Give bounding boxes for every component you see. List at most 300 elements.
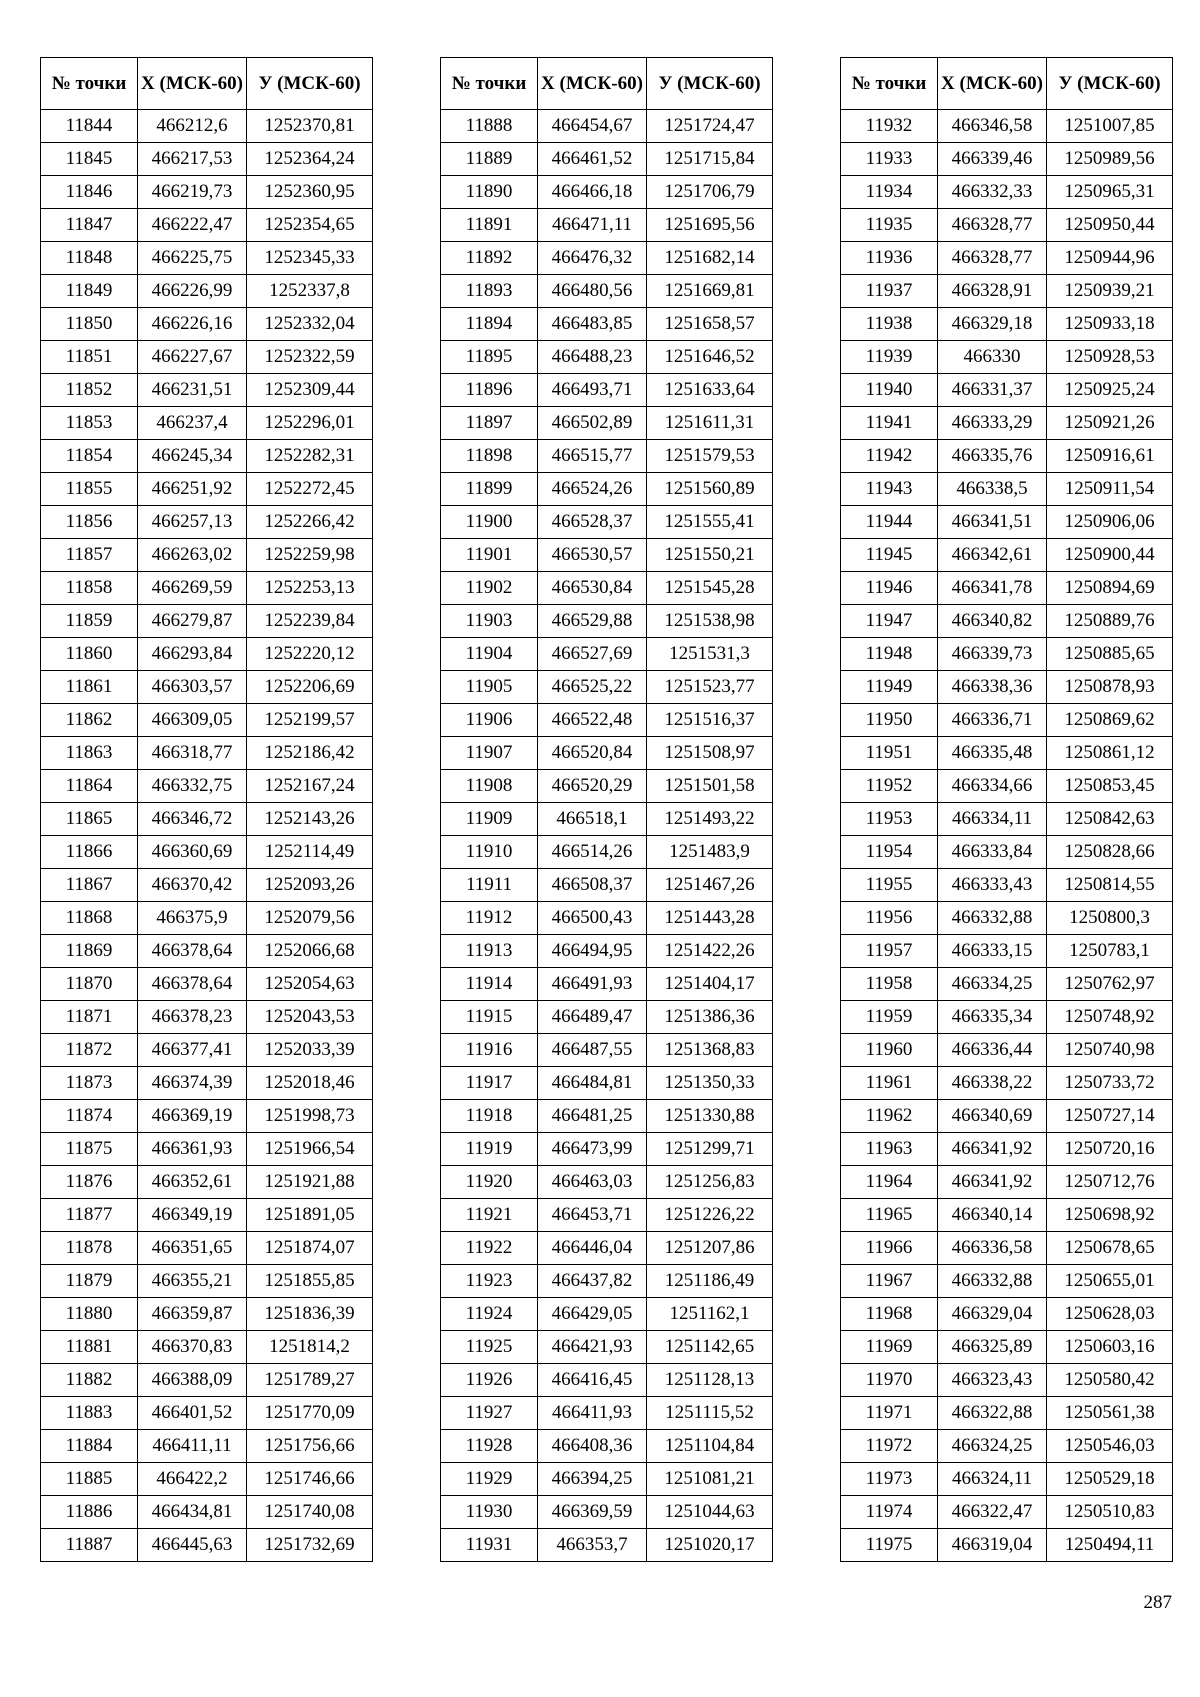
header-x-coordinate: X (МСК-60) (138, 58, 247, 110)
cell-point-number: 11872 (41, 1034, 138, 1067)
cell-y-coordinate: 1250933,18 (1047, 308, 1173, 341)
cell-x-coordinate: 466369,19 (138, 1100, 247, 1133)
cell-x-coordinate: 466335,48 (938, 737, 1047, 770)
table-body (441, 110, 773, 1562)
cell-x-coordinate: 466324,25 (938, 1430, 1047, 1463)
cell-x-coordinate: 466335,34 (938, 1001, 1047, 1034)
cell-point-number: 11902 (441, 572, 538, 605)
cell-point-number: 11922 (441, 1232, 538, 1265)
table-row (41, 209, 373, 242)
cell-y-coordinate: 1250853,45 (1047, 770, 1173, 803)
cell-x-coordinate: 466377,41 (138, 1034, 247, 1067)
cell-point-number: 11974 (841, 1496, 938, 1529)
table-row (441, 473, 773, 506)
cell-x-coordinate: 466445,63 (138, 1529, 247, 1562)
cell-y-coordinate: 1250916,61 (1047, 440, 1173, 473)
table-row (441, 1166, 773, 1199)
cell-x-coordinate: 466370,83 (138, 1331, 247, 1364)
cell-x-coordinate: 466514,26 (538, 836, 647, 869)
cell-x-coordinate: 466279,87 (138, 605, 247, 638)
cell-y-coordinate: 1250894,69 (1047, 572, 1173, 605)
cell-y-coordinate: 1251646,52 (647, 341, 773, 374)
cell-y-coordinate: 1250950,44 (1047, 209, 1173, 242)
cell-y-coordinate: 1251443,28 (647, 902, 773, 935)
cell-point-number: 11874 (41, 1100, 138, 1133)
cell-point-number: 11844 (41, 110, 138, 143)
header-x-coordinate: X (МСК-60) (538, 58, 647, 110)
table-row (441, 1067, 773, 1100)
cell-point-number: 11859 (41, 605, 138, 638)
cell-y-coordinate: 1250885,65 (1047, 638, 1173, 671)
table-row (841, 374, 1173, 407)
cell-y-coordinate: 1252239,84 (247, 605, 373, 638)
cell-y-coordinate: 1250921,26 (1047, 407, 1173, 440)
cell-y-coordinate: 1251128,13 (647, 1364, 773, 1397)
cell-y-coordinate: 1250989,56 (1047, 143, 1173, 176)
cell-x-coordinate: 466336,44 (938, 1034, 1047, 1067)
cell-point-number: 11845 (41, 143, 138, 176)
table-row (41, 869, 373, 902)
cell-point-number: 11970 (841, 1364, 938, 1397)
cell-x-coordinate: 466251,92 (138, 473, 247, 506)
cell-point-number: 11927 (441, 1397, 538, 1430)
cell-y-coordinate: 1252253,13 (247, 572, 373, 605)
cell-x-coordinate: 466378,64 (138, 968, 247, 1001)
cell-x-coordinate: 466338,22 (938, 1067, 1047, 1100)
table-row (841, 143, 1173, 176)
table-row (841, 209, 1173, 242)
table-row (441, 1133, 773, 1166)
table-row (441, 308, 773, 341)
table-row (41, 1265, 373, 1298)
cell-x-coordinate: 466333,84 (938, 836, 1047, 869)
coordinates-table-2 (440, 57, 773, 1562)
cell-point-number: 11862 (41, 704, 138, 737)
cell-y-coordinate: 1251081,21 (647, 1463, 773, 1496)
table-body (41, 110, 373, 1562)
cell-x-coordinate: 466528,37 (538, 506, 647, 539)
table-header-row (441, 58, 773, 110)
table-row (841, 1199, 1173, 1232)
cell-y-coordinate: 1251516,37 (647, 704, 773, 737)
table-row (441, 275, 773, 308)
table-row (441, 836, 773, 869)
cell-x-coordinate: 466375,9 (138, 902, 247, 935)
cell-point-number: 11947 (841, 605, 938, 638)
cell-x-coordinate: 466329,04 (938, 1298, 1047, 1331)
cell-point-number: 11884 (41, 1430, 138, 1463)
table-row (841, 737, 1173, 770)
table-row (41, 770, 373, 803)
cell-point-number: 11903 (441, 605, 538, 638)
table-row (41, 1100, 373, 1133)
cell-y-coordinate: 1252066,68 (247, 935, 373, 968)
cell-y-coordinate: 1250494,11 (1047, 1529, 1173, 1562)
cell-x-coordinate: 466212,6 (138, 110, 247, 143)
cell-y-coordinate: 1252259,98 (247, 539, 373, 572)
cell-y-coordinate: 1250900,44 (1047, 539, 1173, 572)
cell-point-number: 11940 (841, 374, 938, 407)
cell-x-coordinate: 466349,19 (138, 1199, 247, 1232)
cell-point-number: 11858 (41, 572, 138, 605)
table-row (41, 1364, 373, 1397)
cell-y-coordinate: 1251715,84 (647, 143, 773, 176)
cell-y-coordinate: 1251162,1 (647, 1298, 773, 1331)
table-row (841, 1331, 1173, 1364)
cell-point-number: 11852 (41, 374, 138, 407)
coordinates-table-1 (40, 57, 373, 1562)
table-row (841, 1001, 1173, 1034)
cell-point-number: 11964 (841, 1166, 938, 1199)
table-row (841, 638, 1173, 671)
cell-point-number: 11886 (41, 1496, 138, 1529)
table-row (841, 572, 1173, 605)
cell-point-number: 11954 (841, 836, 938, 869)
table-row (441, 968, 773, 1001)
cell-y-coordinate: 1250965,31 (1047, 176, 1173, 209)
cell-y-coordinate: 1251966,54 (247, 1133, 373, 1166)
table-row (441, 902, 773, 935)
table-row (441, 1265, 773, 1298)
cell-x-coordinate: 466488,23 (538, 341, 647, 374)
table-row (441, 1529, 773, 1562)
cell-y-coordinate: 1252114,49 (247, 836, 373, 869)
cell-point-number: 11910 (441, 836, 538, 869)
cell-x-coordinate: 466530,57 (538, 539, 647, 572)
cell-x-coordinate: 466341,92 (938, 1133, 1047, 1166)
cell-y-coordinate: 1251555,41 (647, 506, 773, 539)
cell-point-number: 11962 (841, 1100, 938, 1133)
table-row (41, 242, 373, 275)
table-row (41, 1529, 373, 1562)
table-row (41, 737, 373, 770)
cell-point-number: 11857 (41, 539, 138, 572)
table-row (441, 341, 773, 374)
cell-x-coordinate: 466454,67 (538, 110, 647, 143)
cell-point-number: 11936 (841, 242, 938, 275)
cell-point-number: 11869 (41, 935, 138, 968)
cell-x-coordinate: 466508,37 (538, 869, 647, 902)
table-row (841, 440, 1173, 473)
table-header-row (41, 58, 373, 110)
cell-y-coordinate: 1252167,24 (247, 770, 373, 803)
cell-x-coordinate: 466369,59 (538, 1496, 647, 1529)
cell-y-coordinate: 1250906,06 (1047, 506, 1173, 539)
cell-point-number: 11911 (441, 869, 538, 902)
cell-point-number: 11925 (441, 1331, 538, 1364)
cell-point-number: 11913 (441, 935, 538, 968)
cell-x-coordinate: 466340,82 (938, 605, 1047, 638)
cell-x-coordinate: 466227,67 (138, 341, 247, 374)
cell-point-number: 11975 (841, 1529, 938, 1562)
cell-y-coordinate: 1252206,69 (247, 671, 373, 704)
cell-x-coordinate: 466324,11 (938, 1463, 1047, 1496)
table-row (41, 1430, 373, 1463)
cell-x-coordinate: 466333,29 (938, 407, 1047, 440)
header-y-coordinate: У (МСК-60) (1047, 58, 1173, 110)
cell-x-coordinate: 466342,61 (938, 539, 1047, 572)
cell-x-coordinate: 466500,43 (538, 902, 647, 935)
cell-y-coordinate: 1251531,3 (647, 638, 773, 671)
cell-x-coordinate: 466525,22 (538, 671, 647, 704)
cell-point-number: 11847 (41, 209, 138, 242)
cell-x-coordinate: 466446,04 (538, 1232, 647, 1265)
table-row (441, 506, 773, 539)
cell-y-coordinate: 1251104,84 (647, 1430, 773, 1463)
cell-x-coordinate: 466489,47 (538, 1001, 647, 1034)
cell-y-coordinate: 1252079,56 (247, 902, 373, 935)
cell-x-coordinate: 466336,71 (938, 704, 1047, 737)
cell-point-number: 11849 (41, 275, 138, 308)
cell-y-coordinate: 1252370,81 (247, 110, 373, 143)
cell-x-coordinate: 466520,84 (538, 737, 647, 770)
table-row (41, 143, 373, 176)
cell-x-coordinate: 466461,52 (538, 143, 647, 176)
cell-point-number: 11951 (841, 737, 938, 770)
cell-x-coordinate: 466335,76 (938, 440, 1047, 473)
cell-y-coordinate: 1251550,21 (647, 539, 773, 572)
cell-point-number: 11942 (841, 440, 938, 473)
cell-x-coordinate: 466328,77 (938, 209, 1047, 242)
cell-x-coordinate: 466411,11 (138, 1430, 247, 1463)
table-row (441, 869, 773, 902)
cell-point-number: 11914 (441, 968, 538, 1001)
cell-y-coordinate: 1252043,53 (247, 1001, 373, 1034)
cell-x-coordinate: 466328,77 (938, 242, 1047, 275)
cell-point-number: 11915 (441, 1001, 538, 1034)
cell-point-number: 11923 (441, 1265, 538, 1298)
cell-y-coordinate: 1251789,27 (247, 1364, 373, 1397)
cell-x-coordinate: 466340,14 (938, 1199, 1047, 1232)
table-row (41, 605, 373, 638)
cell-x-coordinate: 466339,73 (938, 638, 1047, 671)
table-row (41, 1232, 373, 1265)
cell-y-coordinate: 1251186,49 (647, 1265, 773, 1298)
table-row (41, 1067, 373, 1100)
cell-x-coordinate: 466353,7 (538, 1529, 647, 1562)
cell-point-number: 11897 (441, 407, 538, 440)
table-row (441, 1298, 773, 1331)
cell-point-number: 11871 (41, 1001, 138, 1034)
cell-x-coordinate: 466422,2 (138, 1463, 247, 1496)
cell-x-coordinate: 466217,53 (138, 143, 247, 176)
cell-point-number: 11894 (441, 308, 538, 341)
cell-point-number: 11959 (841, 1001, 938, 1034)
table-row (841, 1463, 1173, 1496)
cell-point-number: 11932 (841, 110, 938, 143)
cell-y-coordinate: 1250546,03 (1047, 1430, 1173, 1463)
cell-point-number: 11920 (441, 1166, 538, 1199)
table-row (441, 1496, 773, 1529)
cell-point-number: 11973 (841, 1463, 938, 1496)
table-row (41, 638, 373, 671)
cell-point-number: 11870 (41, 968, 138, 1001)
table-row (41, 407, 373, 440)
cell-y-coordinate: 1251874,07 (247, 1232, 373, 1265)
cell-point-number: 11928 (441, 1430, 538, 1463)
table-row (41, 935, 373, 968)
cell-y-coordinate: 1252266,42 (247, 506, 373, 539)
cell-point-number: 11883 (41, 1397, 138, 1430)
cell-y-coordinate: 1251404,17 (647, 968, 773, 1001)
cell-y-coordinate: 1252322,59 (247, 341, 373, 374)
cell-y-coordinate: 1252364,24 (247, 143, 373, 176)
cell-y-coordinate: 1251669,81 (647, 275, 773, 308)
table-row (841, 308, 1173, 341)
cell-point-number: 11943 (841, 473, 938, 506)
cell-x-coordinate: 466329,18 (938, 308, 1047, 341)
cell-y-coordinate: 1251523,77 (647, 671, 773, 704)
cell-y-coordinate: 1251207,86 (647, 1232, 773, 1265)
cell-x-coordinate: 466388,09 (138, 1364, 247, 1397)
table-row (441, 803, 773, 836)
cell-x-coordinate: 466361,93 (138, 1133, 247, 1166)
cell-x-coordinate: 466309,05 (138, 704, 247, 737)
cell-x-coordinate: 466518,1 (538, 803, 647, 836)
cell-y-coordinate: 1252143,26 (247, 803, 373, 836)
cell-point-number: 11887 (41, 1529, 138, 1562)
cell-y-coordinate: 1251538,98 (647, 605, 773, 638)
table-row (841, 1430, 1173, 1463)
table-row (441, 935, 773, 968)
table-row (441, 1232, 773, 1265)
cell-point-number: 11878 (41, 1232, 138, 1265)
cell-y-coordinate: 1250944,96 (1047, 242, 1173, 275)
cell-point-number: 11963 (841, 1133, 938, 1166)
cell-x-coordinate: 466245,34 (138, 440, 247, 473)
cell-x-coordinate: 466225,75 (138, 242, 247, 275)
table-row (441, 1364, 773, 1397)
table-row (841, 1100, 1173, 1133)
table-row (41, 902, 373, 935)
cell-point-number: 11851 (41, 341, 138, 374)
cell-x-coordinate: 466332,33 (938, 176, 1047, 209)
cell-x-coordinate: 466340,69 (938, 1100, 1047, 1133)
cell-y-coordinate: 1250733,72 (1047, 1067, 1173, 1100)
table-row (441, 1331, 773, 1364)
cell-x-coordinate: 466338,5 (938, 473, 1047, 506)
table-row (41, 440, 373, 473)
cell-x-coordinate: 466333,15 (938, 935, 1047, 968)
cell-point-number: 11931 (441, 1529, 538, 1562)
cell-point-number: 11912 (441, 902, 538, 935)
cell-point-number: 11846 (41, 176, 138, 209)
cell-point-number: 11968 (841, 1298, 938, 1331)
cell-point-number: 11941 (841, 407, 938, 440)
cell-y-coordinate: 1251044,63 (647, 1496, 773, 1529)
cell-x-coordinate: 466226,16 (138, 308, 247, 341)
cell-y-coordinate: 1250720,16 (1047, 1133, 1173, 1166)
table-row (841, 1067, 1173, 1100)
table-row (841, 803, 1173, 836)
cell-y-coordinate: 1250842,63 (1047, 803, 1173, 836)
cell-y-coordinate: 1250678,65 (1047, 1232, 1173, 1265)
cell-x-coordinate: 466323,43 (938, 1364, 1047, 1397)
table-row (841, 671, 1173, 704)
cell-point-number: 11888 (441, 110, 538, 143)
table-row (841, 1397, 1173, 1430)
cell-point-number: 11880 (41, 1298, 138, 1331)
table-row (841, 1133, 1173, 1166)
table-row (41, 341, 373, 374)
cell-x-coordinate: 466237,4 (138, 407, 247, 440)
table-row (441, 737, 773, 770)
table-row (441, 1397, 773, 1430)
table-row (41, 704, 373, 737)
cell-y-coordinate: 1250878,93 (1047, 671, 1173, 704)
table-row (41, 176, 373, 209)
cell-y-coordinate: 1250828,66 (1047, 836, 1173, 869)
cell-point-number: 11866 (41, 836, 138, 869)
cell-point-number: 11966 (841, 1232, 938, 1265)
cell-y-coordinate: 1251501,58 (647, 770, 773, 803)
cell-y-coordinate: 1250925,24 (1047, 374, 1173, 407)
table-header-row (841, 58, 1173, 110)
cell-y-coordinate: 1251724,47 (647, 110, 773, 143)
cell-x-coordinate: 466522,48 (538, 704, 647, 737)
cell-x-coordinate: 466483,85 (538, 308, 647, 341)
table-row (841, 110, 1173, 143)
cell-point-number: 11873 (41, 1067, 138, 1100)
cell-y-coordinate: 1252018,46 (247, 1067, 373, 1100)
cell-x-coordinate: 466429,05 (538, 1298, 647, 1331)
cell-point-number: 11906 (441, 704, 538, 737)
cell-y-coordinate: 1250510,83 (1047, 1496, 1173, 1529)
cell-point-number: 11965 (841, 1199, 938, 1232)
table-row (841, 1364, 1173, 1397)
cell-y-coordinate: 1251115,52 (647, 1397, 773, 1430)
cell-y-coordinate: 1251921,88 (247, 1166, 373, 1199)
cell-y-coordinate: 1252332,04 (247, 308, 373, 341)
cell-point-number: 11937 (841, 275, 938, 308)
table-row (41, 1166, 373, 1199)
cell-y-coordinate: 1251706,79 (647, 176, 773, 209)
cell-point-number: 11881 (41, 1331, 138, 1364)
cell-point-number: 11879 (41, 1265, 138, 1298)
cell-y-coordinate: 1250928,53 (1047, 341, 1173, 374)
table-row (441, 572, 773, 605)
cell-y-coordinate: 1251299,71 (647, 1133, 773, 1166)
table-row (41, 1397, 373, 1430)
table-row (841, 1265, 1173, 1298)
cell-y-coordinate: 1251545,28 (647, 572, 773, 605)
cell-point-number: 11924 (441, 1298, 538, 1331)
cell-y-coordinate: 1250869,62 (1047, 704, 1173, 737)
cell-x-coordinate: 466524,26 (538, 473, 647, 506)
cell-point-number: 11899 (441, 473, 538, 506)
cell-y-coordinate: 1251732,69 (247, 1529, 373, 1562)
cell-point-number: 11952 (841, 770, 938, 803)
cell-y-coordinate: 1252199,57 (247, 704, 373, 737)
cell-point-number: 11904 (441, 638, 538, 671)
cell-x-coordinate: 466339,46 (938, 143, 1047, 176)
table-row (841, 539, 1173, 572)
cell-point-number: 11907 (441, 737, 538, 770)
table-row (841, 1298, 1173, 1331)
cell-y-coordinate: 1251658,57 (647, 308, 773, 341)
table-row (841, 176, 1173, 209)
table-row (41, 1463, 373, 1496)
cell-y-coordinate: 1251560,89 (647, 473, 773, 506)
cell-y-coordinate: 1251467,26 (647, 869, 773, 902)
coordinates-table-3 (840, 57, 1173, 1562)
table-row (441, 143, 773, 176)
table-row (441, 1430, 773, 1463)
cell-y-coordinate: 1251855,85 (247, 1265, 373, 1298)
cell-x-coordinate: 466325,89 (938, 1331, 1047, 1364)
cell-y-coordinate: 1250800,3 (1047, 902, 1173, 935)
table-row (441, 671, 773, 704)
